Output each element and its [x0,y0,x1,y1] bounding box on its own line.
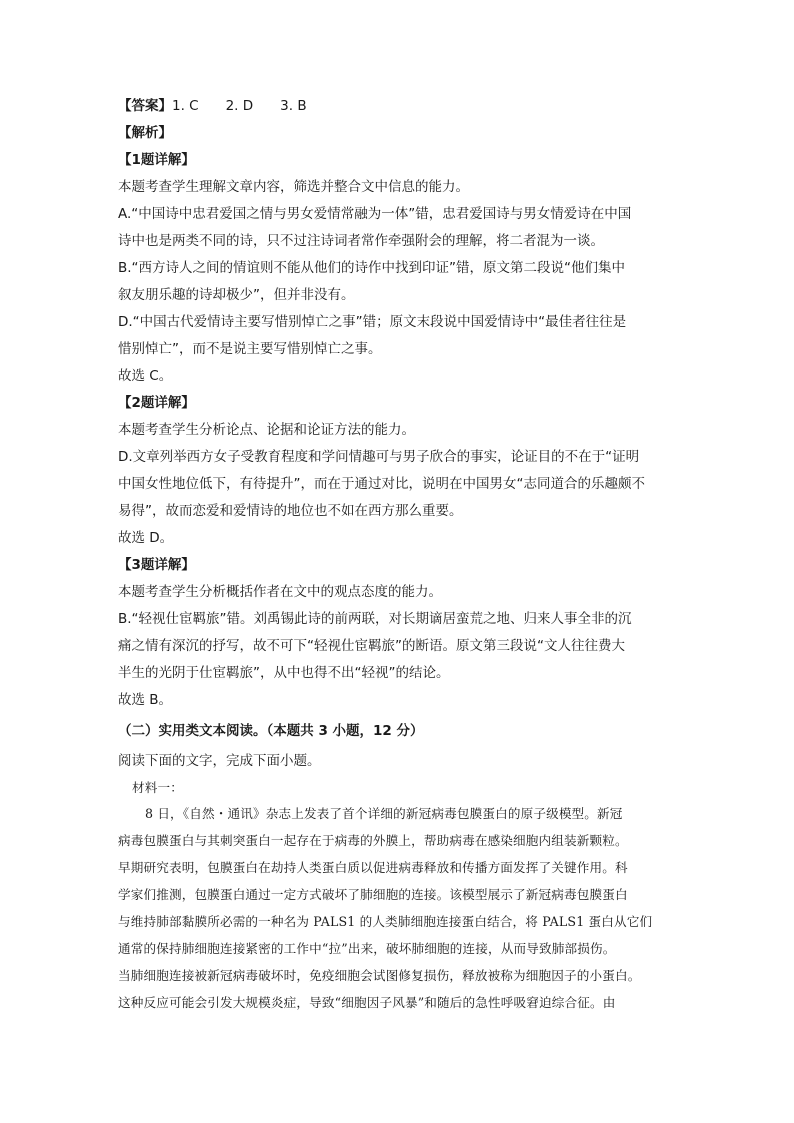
q2-line: 本题考查学生分析论点、论据和论证方法的能力。 [118,422,415,438]
q3-line: B.“轻视仕宦羁旅”错。刘禹锡此诗的前两联，对长期谪居蛮荒之地、归来人事全非的沉 [118,611,632,627]
material-line: 早期研究表明，包膜蛋白在劫持人类蛋白质以促进病毒释放和传播方面发挥了关键作用。科 [118,860,628,875]
q3-header: 【3题详解】 [118,557,195,573]
material-line: 与维持肺部黏膜所必需的一种名为 PALS1 的人类肺细胞连接蛋白结合，将 PALS1 蛋白从它们 [118,914,653,929]
answer-text: 1. C 2. D 3. B [172,98,307,114]
material-line: 这种反应可能会引发大规模炎症，导致“细胞因子风暴”和随后的急性呼吸窘迫综合征。由 [118,995,616,1010]
q3-line: 半生的光阴于仕宦羁旅”，从中也得不出“轻视”的结论。 [118,665,450,681]
q2-line: 易得”，故而恋爱和爱情诗的地位也不如在西方那么重要。 [118,503,463,519]
q1-line: B.“西方诗人之间的情谊则不能从他们的诗作中找到印证”错，原文第二段说“他们集中 [118,260,626,276]
q2-line: 中国女性地位低下，有待提升”，而在于通过对比，说明在中国男女“志同道合的乐趣颇不 [118,476,645,492]
material-line: 当肺细胞连接被新冠病毒破坏时，免疫细胞会试图修复损伤，释放被称为细胞因子的小蛋白。 [118,968,641,983]
q1-line: 惜别悼亡”，而不是说主要写惜别悼亡之事。 [118,341,382,357]
q2-header: 【2题详解】 [118,395,195,411]
analysis-label: 【解析】 [118,125,172,141]
answer-line [118,97,678,115]
material-label: 材料一： [132,780,183,795]
material-line: 病毒包膜蛋白与其刺突蛋白一起存在于病毒的外膜上，帮助病毒在感染细胞内组装新颗粒。 [118,833,628,848]
q1-line: D.“中国古代爱情诗主要写惜别悼亡之事”错；原文末段说中国爱情诗中“最佳者往往是 [118,314,627,330]
q3-line: 本题考查学生分析概括作者在文中的观点态度的能力。 [118,584,442,600]
q1-line: A.“中国诗中忠君爱国之情与男女爱情常融为一体”错，忠君爱国诗与男女情爱诗在中国 [118,206,632,222]
section-instruction: 阅读下面的文字，完成下面小题。 [118,753,321,769]
q1-line: 诗中也是两类不同的诗，只不过注诗词者常作牵强附会的理解，将二者混为一谈。 [118,233,604,249]
q3-line: 故选 B。 [118,692,173,708]
q1-header: 【1题详解】 [118,152,195,168]
q2-line: D.文章列举西方女子受教育程度和学问情趣可与男子欣合的事实，论证目的不在于“证明 [118,449,640,465]
q3-line: 痛之情有深沉的抒写，故不可下“轻视仕宦羁旅”的断语。原文第三段说“文人往往费大 [118,638,625,654]
section-title: （二）实用类文本阅读。（本题共 3 小题，12 分） [118,723,424,739]
answer-label: 【答案】 [118,98,172,114]
q1-line: 本题考查学生理解文章内容，筛选并整合文中信息的能力。 [118,179,469,195]
material-line: 通常的保持肺细胞连接紧密的工作中“拉”出来，破坏肺细胞的连接，从而导致肺部损伤。 [118,941,616,956]
q2-line: 故选 D。 [118,530,174,546]
q1-line: 故选 C。 [118,368,173,384]
material-line: 学家们推测，包膜蛋白通过一定方式破坏了肺细胞的连接。该模型展示了新冠病毒包膜蛋白 [118,887,628,902]
q1-line: 叙友朋乐趣的诗却极少”，但并非没有。 [118,287,355,303]
material-line: 8 日，《自然・通讯》杂志上发表了首个详细的新冠病毒包膜蛋白的原子级模型。新冠 [145,806,623,821]
